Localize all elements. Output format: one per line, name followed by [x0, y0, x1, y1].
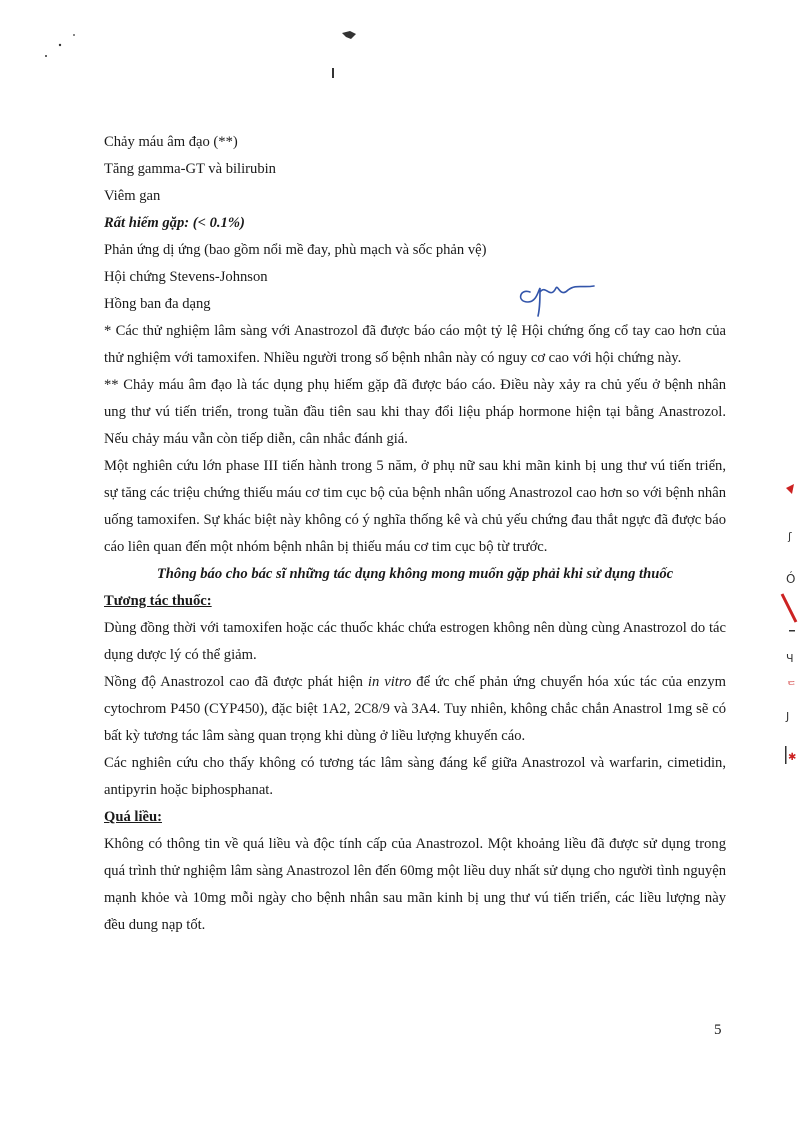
overdose-paragraph: Không có thông tin về quá liều và độc tính cấp của Anastrozol. Một khoảng liều đã được sử dụng trong quá trình thử nghiệm lâm sàng Anastrozol lên đến 60mg một liều duy nhất sử dụng cho người tình nguyện mạnh khỏe và 10mg mỗi ngày cho bệnh nhân sau mãn kinh bị ung thư vú tiến triển, các liều lượng này đều dung nạp tốt.	[104, 836, 726, 933]
list-item: Phản ứng dị ứng (bao gồm nổi mề đay, phù mạch và sốc phản vệ)	[104, 242, 487, 258]
list-item: Hồng ban đa dạng	[104, 296, 211, 312]
text-line: Viêm gan	[104, 188, 161, 204]
interactions-paragraph-1: Dùng đồng thời với tamoxifen hoặc các thuốc khác chứa estrogen không nên dùng cùng Anastrozol do tác dụng dược lý có thể giảm.	[104, 620, 726, 663]
top-speck-marks	[45, 31, 356, 78]
study-paragraph: Một nghiên cứu lớn phase III tiến hành trong 5 năm, ở phụ nữ sau khi mãn kinh bị ung thư vú tiến triển, sự tăng các triệu chứng thiếu máu cơ tim cục bộ của bệnh nhân uống Anastrozol cao hơn so với bệnh nhân uống tamoxifen. Sự khác biệt này không có ý nghĩa thống kê và chủ yếu chứng đau thắt ngực đã được báo cáo liên quan đến một nhóm bệnh nhân bị thiếu máu cơ tim cục bộ từ trước.	[104, 458, 726, 555]
interactions-paragraph-3: Các nghiên cứu cho thấy không có tương tác lâm sàng đáng kể giữa Anastrozol và warfarin, cimetidin, antipyrin hoặc biphosphanat.	[104, 755, 726, 798]
document-body	[104, 129, 726, 939]
interactions-paragraph-2	[104, 669, 726, 750]
svg-text:Ч: Ч	[786, 652, 794, 665]
footnote-vaginal-bleeding: ** Chảy máu âm đạo là tác dụng phụ hiếm gặp đã được báo cáo. Điều này xảy ra chủ yếu ở bệnh nhân ung thư vú tiến triển, trong tuần đầu tiên sau khi thay đổi liệu pháp hormone hiện tại bằng Anastrozol. Nếu chảy máu vẫn còn tiếp diễn, cân nhắc đánh giá.	[104, 377, 726, 447]
footnote-carpal-tunnel: * Các thử nghiệm lâm sàng với Anastrozol đã được báo cáo một tỷ lệ Hội chứng ống cổ tay cao hơn của thử nghiệm với tamoxifen. Nhiều người trong số bệnh nhân này có nguy cơ cao với hội chứng này.	[104, 323, 726, 366]
interactions-p2-rest: để ức chế phản ứng chuyển hóa xúc tác của enzym cytochrom P450 (CYP450), đặc biệt 1A2, 2C8/9 và 3A4. Tuy nhiên, không chắc chắn Anastrol 1mg sẽ có bất kỳ tương tác lâm sàng quan trọng khi dùng ở liều lượng khuyến cáo.	[104, 674, 726, 744]
text-line: Chảy máu âm đạo (**)	[104, 134, 238, 150]
svg-text:J: J	[786, 710, 790, 723]
interactions-heading: Tương tác thuốc:	[104, 593, 212, 609]
notice-line: Thông báo cho bác sĩ những tác dụng không mong muốn gặp phải khi sử dụng thuốc	[156, 566, 674, 582]
text-line: Tăng gamma-GT và bilirubin	[104, 161, 276, 177]
svg-text:✱: ✱	[788, 752, 797, 763]
list-item: Hội chứng Stevens-Johnson	[104, 269, 268, 285]
interactions-p2-start: Nồng độ Anastrozol cao đã được phát hiện	[104, 674, 368, 690]
overdose-heading: Quá liều:	[104, 809, 162, 825]
page-number: 5	[714, 1022, 722, 1038]
in-vitro-term: in vitro	[367, 674, 412, 690]
svg-text:ᄃ: ᄃ	[786, 680, 797, 693]
right-margin-marks	[782, 484, 797, 764]
svg-text:Ó: Ó	[786, 572, 796, 586]
very-rare-heading: Rất hiếm gặp: (< 0.1%)	[104, 215, 245, 231]
svg-text:ʃ: ʃ	[788, 530, 792, 543]
